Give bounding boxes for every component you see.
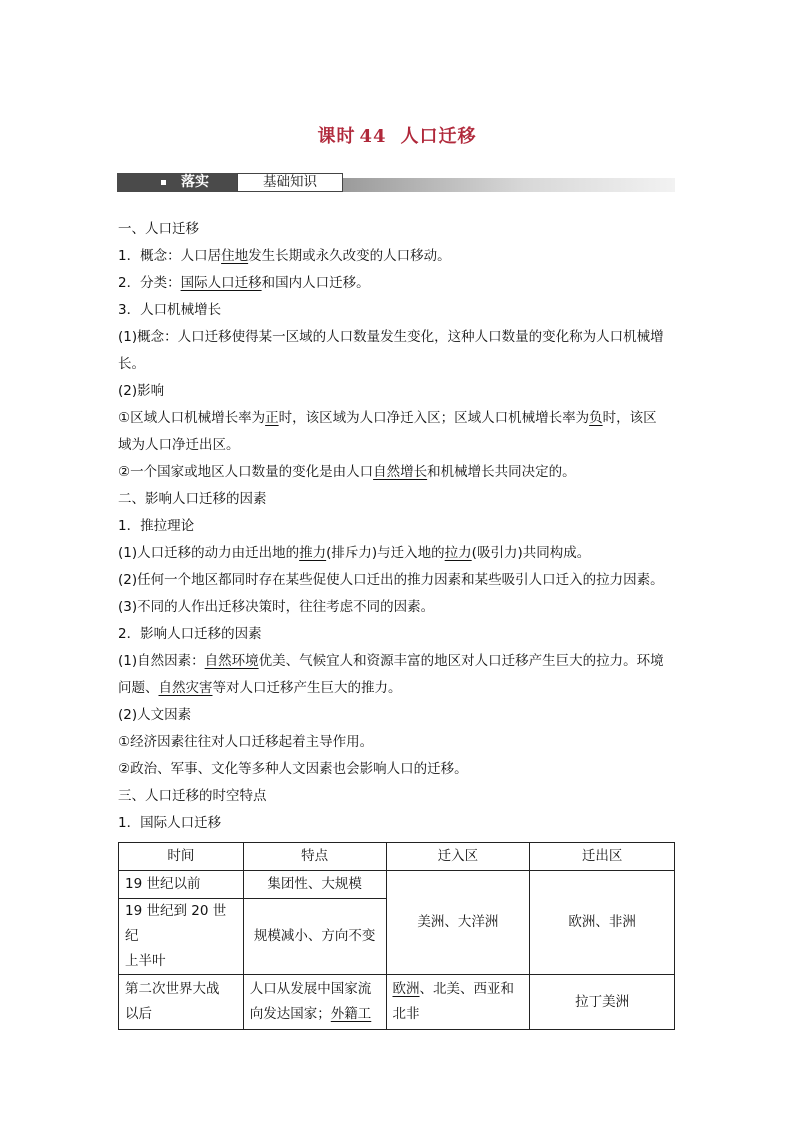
lesson-label: 课时 (317, 126, 356, 147)
paragraph: (1)概念：人口迁移使得某一区域的人口数量发生变化，这种人口数量的变化称为人口机械增 (118, 329, 664, 345)
banner-right-label: 基础知识 (237, 173, 343, 192)
table-row (119, 975, 675, 1030)
text: 向发达国家； (249, 1006, 331, 1022)
paragraph: (3)不同的人作出迁移决策时，往往考虑不同的因素。 (118, 599, 435, 615)
table-cell: 19 世纪以前 (119, 871, 244, 899)
paragraph: ②政治、军事、文化等多种人文因素也会影响人口的迁移。 (118, 761, 468, 777)
banner-left-text: 落实 (181, 174, 209, 190)
text: 第二次世界大战 (125, 981, 220, 997)
table-cell (243, 975, 386, 1030)
table-cell (386, 975, 530, 1030)
answer-underlined: 自然环境 (204, 653, 259, 669)
answer-underlined: 国际人口迁移 (180, 275, 262, 291)
subheading: (2)影响 (118, 383, 165, 399)
answer-underlined: 外籍工 (330, 1006, 372, 1022)
migration-table (118, 842, 675, 1030)
paragraph: (2)任何一个地区都同时存在某些促使人口迁出的推力因素和某些吸引人口迁入的拉力因素。 (118, 572, 664, 588)
lesson-name: 人口迁移 (400, 126, 477, 147)
text: 人口从发展中国家流 (249, 981, 372, 997)
banner-gradient-bar (341, 178, 675, 192)
paragraph (118, 459, 678, 486)
paragraph (118, 243, 678, 270)
answer-underlined: 正 (265, 410, 279, 426)
text: 、北美、西亚和 (419, 981, 514, 997)
text: 和国内人口迁移。 (261, 275, 370, 291)
subheading: 3．人口机械增长 (118, 302, 222, 318)
text: 发生长期或永久改变的人口移动。 (248, 248, 451, 264)
paragraph: ①经济因素往往对人口迁移起着主导作用。 (118, 734, 374, 750)
subheading: (2)人文因素 (118, 707, 192, 723)
text: 1．概念：人口居 (118, 248, 222, 264)
text: 问题、 (118, 680, 159, 696)
text: 和机械增长共同决定的。 (427, 464, 576, 480)
table-cell: 拉丁美洲 (530, 975, 675, 1030)
text: ②一个国家或地区人口数量的变化是由人口 (118, 464, 374, 480)
document-body (118, 216, 678, 837)
table-header: 迁出区 (530, 843, 675, 871)
paragraph (118, 648, 678, 675)
text: 2．分类： (118, 275, 181, 291)
table-cell: 美洲、大洋洲 (386, 871, 530, 975)
square-bullet-icon (161, 180, 166, 185)
text: (吸引力)共同构成。 (471, 545, 591, 561)
subheading: 2．影响人口迁移的因素 (118, 626, 262, 642)
subheading: 1．推拉理论 (118, 518, 195, 534)
table-cell: 集团性、大规模 (243, 871, 386, 899)
heading-1: 一、人口迁移 (118, 221, 199, 237)
answer-underlined: 自然增长 (373, 464, 428, 480)
text: 北非 (392, 1006, 420, 1022)
table-cell: 规模减小、方向不变 (243, 899, 386, 975)
text: ①区域人口机械增长率为 (118, 410, 266, 426)
text: (1)人口迁移的动力由迁出地的 (118, 545, 300, 561)
answer-underlined: 自然灾害 (158, 680, 213, 696)
lesson-number: 44 (359, 126, 387, 147)
text: 等对人口迁移产生巨大的推力。 (212, 680, 402, 696)
page-title (0, 122, 794, 148)
answer-underlined: 推力 (299, 545, 327, 561)
table-header-row (119, 843, 675, 871)
answer-underlined: 欧洲 (392, 981, 420, 997)
text: 时，该区 (602, 410, 657, 426)
paragraph: 长。 (118, 356, 145, 372)
text: 时，该区域为人口净迁入区；区域人口机械增长率为 (278, 410, 590, 426)
text: 优美、气候宜人和资源丰富的地区对人口迁移产生巨大的拉力。环境 (258, 653, 664, 669)
text: 上半叶 (125, 953, 166, 969)
answer-underlined: 负 (589, 410, 603, 426)
table-header: 迁入区 (386, 843, 530, 871)
text: 以后 (125, 1006, 152, 1022)
text: 19 世纪到 20 世纪 (125, 903, 227, 944)
text: (1)自然因素： (118, 653, 205, 669)
answer-underlined: 拉力 (444, 545, 472, 561)
subheading: 1．国际人口迁移 (118, 815, 222, 831)
answer-underlined: 住地 (221, 248, 249, 264)
table-cell (119, 975, 244, 1030)
table-header: 时间 (119, 843, 244, 871)
heading-2: 二、影响人口迁移的因素 (118, 491, 267, 507)
table-row (119, 871, 675, 899)
paragraph (118, 540, 678, 567)
paragraph (118, 675, 678, 702)
text: (排斥力)与迁入地的 (326, 545, 445, 561)
table-header: 特点 (243, 843, 386, 871)
banner-left-label (117, 173, 237, 192)
heading-3: 三、人口迁移的时空特点 (118, 788, 267, 804)
paragraph (118, 270, 678, 297)
section-banner (117, 173, 675, 192)
table-cell: 欧洲、非洲 (530, 871, 675, 975)
paragraph: 域为人口净迁出区。 (118, 437, 240, 453)
paragraph (118, 405, 678, 432)
table-cell (119, 899, 244, 975)
